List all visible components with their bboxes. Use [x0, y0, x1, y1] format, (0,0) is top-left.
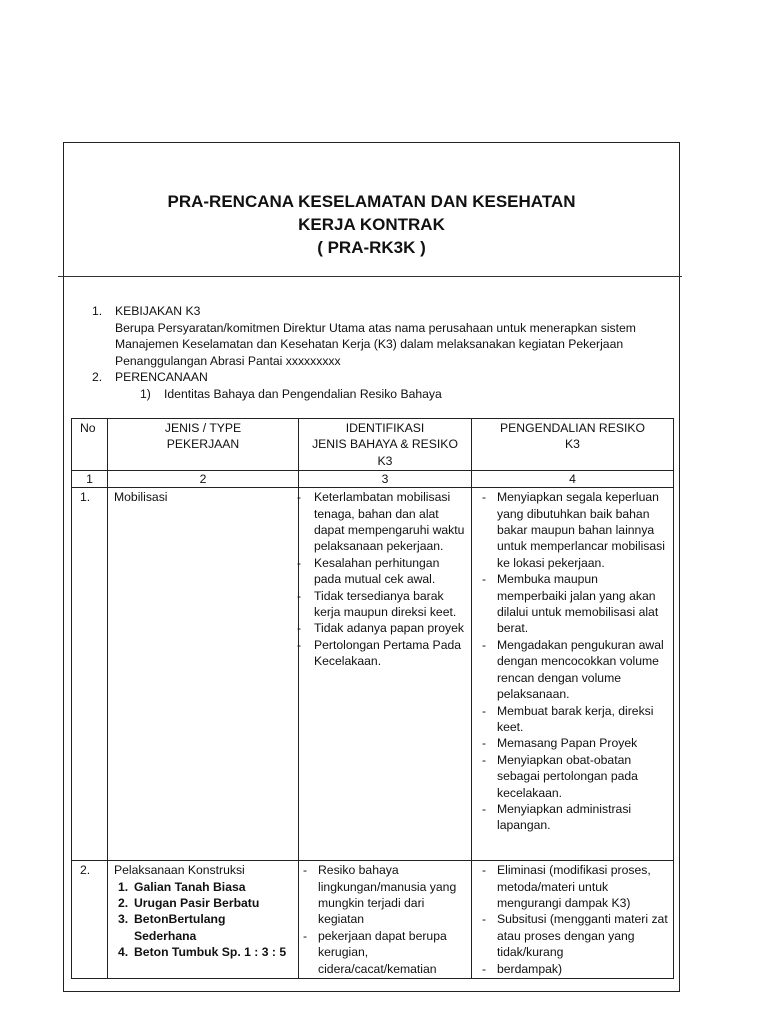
- header-no: No: [72, 419, 108, 471]
- row-no: 2.: [72, 861, 108, 979]
- list-item: - Eliminasi (modifikasi proses, metoda/materi untuk mengurangi dampak K3): [480, 862, 669, 911]
- list-item: - Resiko bahaya lingkungan/manusia yang mungkin terjadi dari kegiatan: [301, 862, 467, 928]
- list-item: - Pertolongan Pertama Pada Kecelakaan.: [301, 637, 467, 670]
- index-cell: 2: [108, 471, 299, 488]
- table-index-row: [72, 471, 674, 488]
- title-line-3: ( PRA-RK3K ): [317, 238, 426, 257]
- row-jenis: Mobilisasi: [108, 488, 299, 861]
- header-ident-line2: JENIS BAHAYA & RESIKO: [312, 437, 458, 452]
- table-header-row: [72, 419, 674, 471]
- title-line-1: PRA-RENCANA KESELAMATAN DAN KESEHATAN: [167, 192, 576, 211]
- list-item: - Menyiapkan obat-obatan sebagai pertolongan pada kecelakaan.: [480, 752, 669, 801]
- pengendalian-list: [477, 862, 669, 977]
- section-text: Berupa Persyaratan/komitmen Direktur Utama atas nama perusahaan untuk menerapkan sistem Manajemen Keselamatan dan Kesehatan Kerja (K3) dalam melaksanakan kegiatan Pekerjaan Penanggulangan Abrasi Pantai xxxxxxxxx: [115, 320, 636, 368]
- jenis-work-list: [114, 879, 294, 961]
- document-body: [92, 303, 672, 402]
- list-item: - berdampak): [480, 961, 669, 977]
- index-cell: 4: [472, 471, 674, 488]
- item-number: 1.: [118, 879, 129, 894]
- list-item: [114, 895, 294, 911]
- list-item: - Keterlambatan mobilisasi tenaga, bahan dan alat dapat mempengaruhi waktu pelaksanaan pekerjaan.: [301, 489, 467, 555]
- list-item: - Membuka maupun memperbaiki jalan yang akan dilalui untuk memobilisasi alat berat.: [480, 571, 669, 637]
- row-identifikasi: [299, 861, 472, 979]
- item-number: 4.: [118, 945, 129, 960]
- list-item: - Membuat barak kerja, direksi keet.: [480, 703, 669, 736]
- list-item: [114, 879, 294, 895]
- header-ident-line3: K3: [377, 453, 393, 468]
- risk-table: [71, 418, 674, 979]
- header-identifikasi: [299, 419, 472, 471]
- subsection-number: 1): [140, 386, 151, 401]
- section-number: 1.: [92, 304, 103, 318]
- row-jenis: [108, 861, 299, 979]
- section-perencanaan: [92, 369, 672, 386]
- list-item: - Subsitusi (mengganti materi zat atau proses dengan yang tidak/kurang: [480, 911, 669, 960]
- identifikasi-list: [301, 489, 467, 669]
- item-number: 2.: [118, 896, 129, 911]
- list-item: - Tidak adanya papan proyek: [301, 620, 467, 636]
- row-no: 1.: [72, 488, 108, 861]
- item-text: Galian Tanah Biasa: [134, 879, 246, 894]
- list-item: - Kesalahan perhitungan pada mutual cek awal.: [301, 555, 467, 588]
- list-item: [114, 911, 294, 944]
- list-item: - Menyiapkan segala keperluan yang dibutuhkan baik bahan bakar maupun bahan lainnya untuk memperlancar mobilisasi ke lokasi pekerjaan.: [480, 489, 669, 571]
- list-item: [114, 944, 294, 960]
- header-pengendalian: [472, 419, 674, 471]
- title-line-2: KERJA KONTRAK: [298, 215, 445, 234]
- section-heading: PERENCANAAN: [115, 370, 208, 384]
- table-row: [72, 488, 674, 861]
- pengendalian-list: [477, 489, 669, 834]
- list-item: - Memasang Papan Proyek: [480, 735, 669, 751]
- section-heading: KEBIJAKAN K3: [115, 304, 201, 318]
- header-jenis: [108, 419, 299, 471]
- document-title: [63, 190, 680, 259]
- header-jenis-line2: PEKERJAAN: [166, 437, 240, 452]
- item-number: 3.: [118, 912, 129, 927]
- identifikasi-list: [301, 862, 467, 977]
- list-item: - Tidak tersedianya barak kerja maupun direksi keet.: [301, 588, 467, 621]
- row-identifikasi: [299, 488, 472, 861]
- item-text: BetonBertulang Sederhana: [134, 912, 226, 943]
- table-row: [72, 861, 674, 979]
- row-pengendalian: [472, 488, 674, 861]
- row-jenis-title: Pelaksanaan Konstruksi: [114, 863, 245, 878]
- subsection-identitas: [92, 386, 672, 403]
- index-cell: 1: [72, 471, 108, 488]
- section-number: 2.: [92, 370, 103, 384]
- item-text: Urugan Pasir Berbatu: [134, 896, 260, 911]
- list-item: - pekerjaan dapat berupa kerugian, cidera/cacat/kematian: [301, 928, 467, 977]
- title-divider: [58, 276, 682, 277]
- header-peng-line2: K3: [565, 437, 580, 452]
- row-pengendalian: [472, 861, 674, 979]
- subsection-text: Identitas Bahaya dan Pengendalian Resiko Bahaya: [164, 386, 442, 401]
- header-ident-line1: IDENTIFIKASI: [345, 421, 425, 435]
- item-text: Beton Tumbuk Sp. 1 : 3 : 5: [134, 945, 287, 960]
- list-item: - Mengadakan pengukuran awal dengan mencocokkan volume rencan dengan volume pelaksanaan.: [480, 637, 669, 703]
- list-item: - Menyiapkan administrasi lapangan.: [480, 801, 669, 834]
- header-jenis-line1: JENIS / TYPE: [164, 421, 242, 435]
- header-peng-line1: PENGENDALIAN RESIKO: [500, 421, 645, 435]
- section-kebijakan: [92, 303, 672, 369]
- index-cell: 3: [299, 471, 472, 488]
